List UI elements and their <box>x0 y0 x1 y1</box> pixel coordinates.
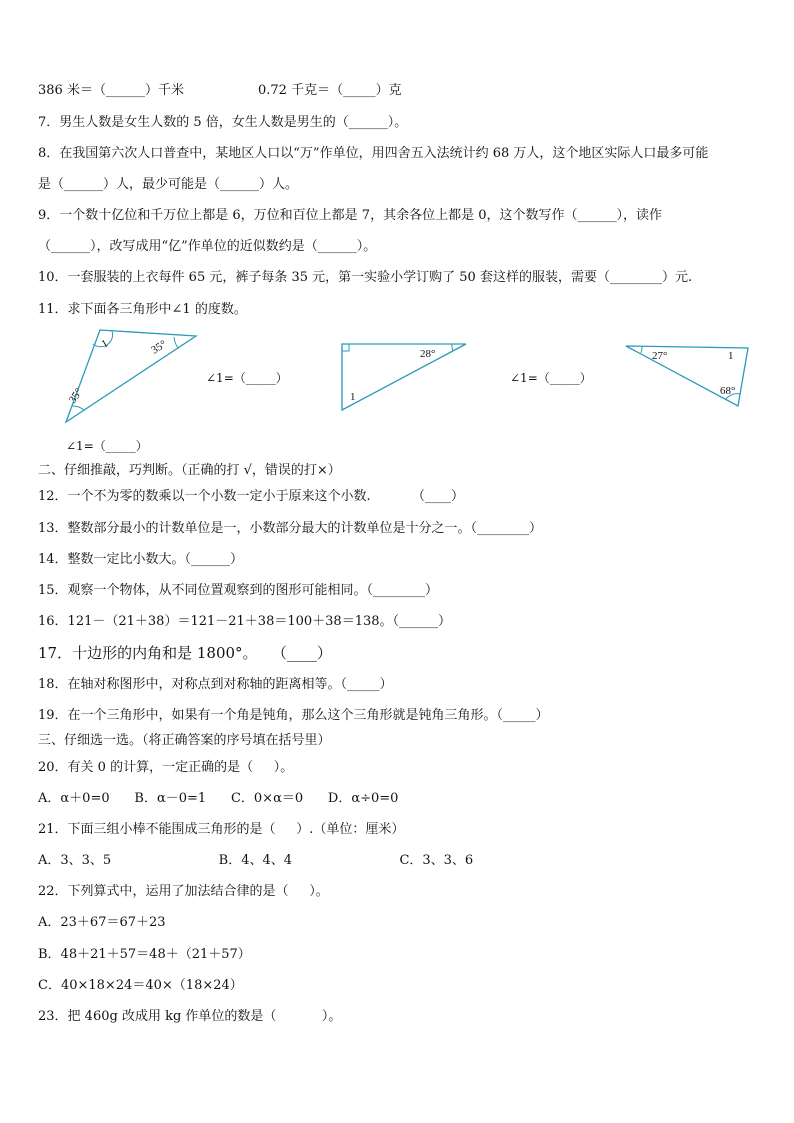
triangle-2-angle-top: 28° <box>420 348 436 360</box>
triangle-3-angle-top-left: 27° <box>652 350 668 362</box>
triangle-3-angle-bottom: 68° <box>720 385 736 397</box>
question-20: 20．有关 0 的计算，一定正确的是（ ）。 <box>38 760 294 775</box>
triangle-3-angle-1: 1 <box>728 350 734 362</box>
triangle-figure-2 <box>336 338 476 416</box>
question-17: 17．十边形的内角和是 1800°。 （____） <box>38 644 332 662</box>
triangle-3-arc-left <box>641 346 642 353</box>
triangle-1-angle-right: 35° <box>149 338 169 357</box>
question-11: 11．求下面各三角形中∠1 的度数。 <box>38 302 247 317</box>
section-3-heading: 三、仔细选一选。（将正确答案的序号填在括号里） <box>38 733 331 748</box>
triangle-2-angle-1: 1 <box>350 391 356 403</box>
triangle-2-answer-left: ∠1=（_____） <box>206 371 288 385</box>
question-19: 19．在一个三角形中，如果有一个角是钝角，那么这个三角形就是钝角三角形。（_____） <box>38 708 549 723</box>
triangle-1-arc-right <box>174 337 178 348</box>
question-20-options: A．α＋0=0 B．α－0=1 C．0×α＝0 D．α÷0=0 <box>38 791 399 806</box>
question-22: 22．下列算式中，运用了加法结合律的是（ ）。 <box>38 884 329 899</box>
question-9-line1: 9．一个数十亿位和千万位上都是 6，万位和百位上都是 7，其余各位上都是 0，这个数写作（______），读作 <box>38 208 662 223</box>
triangle-2-arc-top <box>452 344 453 351</box>
question-22-option-b: B．48＋21＋57＝48＋（21＋57） <box>38 947 251 962</box>
question-12: 12．一个不为零的数乘以一个小数一定小于原来这个小数. （____） <box>38 489 464 504</box>
triangle-1-answer: ∠1=（_____） <box>66 439 148 453</box>
section-2-heading: 二、仔细推敲，巧判断。（正确的打 √，错误的打×） <box>38 463 341 478</box>
triangle-figure-1 <box>62 326 202 426</box>
question-14: 14．整数一定比小数大。（______） <box>38 552 244 567</box>
triangle-1-shape <box>66 330 196 422</box>
question-22-option-c: C．40×18×24＝40×（18×24） <box>38 978 243 993</box>
triangle-3-answer-left: ∠1=（_____） <box>510 371 592 385</box>
question-10: 10．一套服装的上衣每件 65 元，裤子每条 35 元，第一实验小学订购了 50 套这样的服装，需要（________）元. <box>38 270 693 285</box>
triangle-1-arc-bottom <box>72 406 84 410</box>
triangle-figure-3 <box>622 342 754 412</box>
question-22-option-a: A．23＋67＝67＋23 <box>38 915 166 930</box>
question-23: 23．把 460g 改成用 kg 作单位的数是（ ）。 <box>38 1009 342 1024</box>
question-9-line2: （______），改写成用“亿”作单位的近似数约是（______）。 <box>38 239 377 254</box>
question-16: 16．121－（21＋38）＝121－21＋38＝100＋38＝138。（______） <box>38 614 452 629</box>
triangle-2-right-angle <box>342 344 349 351</box>
unit-conversion-kilograms: 0.72 千克＝（_____）克 <box>258 83 402 98</box>
question-7: 7．男生人数是女生人数的 5 倍，女生人数是男生的（______）。 <box>38 115 408 130</box>
triangle-1-angle-bottom: 35° <box>66 386 86 406</box>
question-13: 13．整数部分最小的计数单位是一，小数部分最大的计数单位是十分之一。（________） <box>38 521 543 536</box>
question-21-options: A．3、3、5 B．4、4、4 C．3、3、6 <box>38 853 474 868</box>
question-8-line2: 是（______）人，最少可能是（______）人。 <box>38 177 299 192</box>
unit-conversion-meters: 386 米＝（______）千米 <box>38 83 184 98</box>
question-8-line1: 8．在我国第六次人口普查中，某地区人口以“万”作单位，用四舍五入法统计约 68 万人，这个地区实际人口最多可能 <box>38 146 709 161</box>
question-15: 15．观察一个物体，从不同位置观察到的图形可能相同。（________） <box>38 583 439 598</box>
triangle-1-angle-1: 1 <box>99 337 111 351</box>
question-18: 18．在轴对称图形中，对称点到对称轴的距离相等。（_____） <box>38 677 393 692</box>
triangle-2-shape <box>342 344 466 410</box>
question-21: 21．下面三组小棒不能围成三角形的是（ ）.（单位：厘米） <box>38 822 405 837</box>
